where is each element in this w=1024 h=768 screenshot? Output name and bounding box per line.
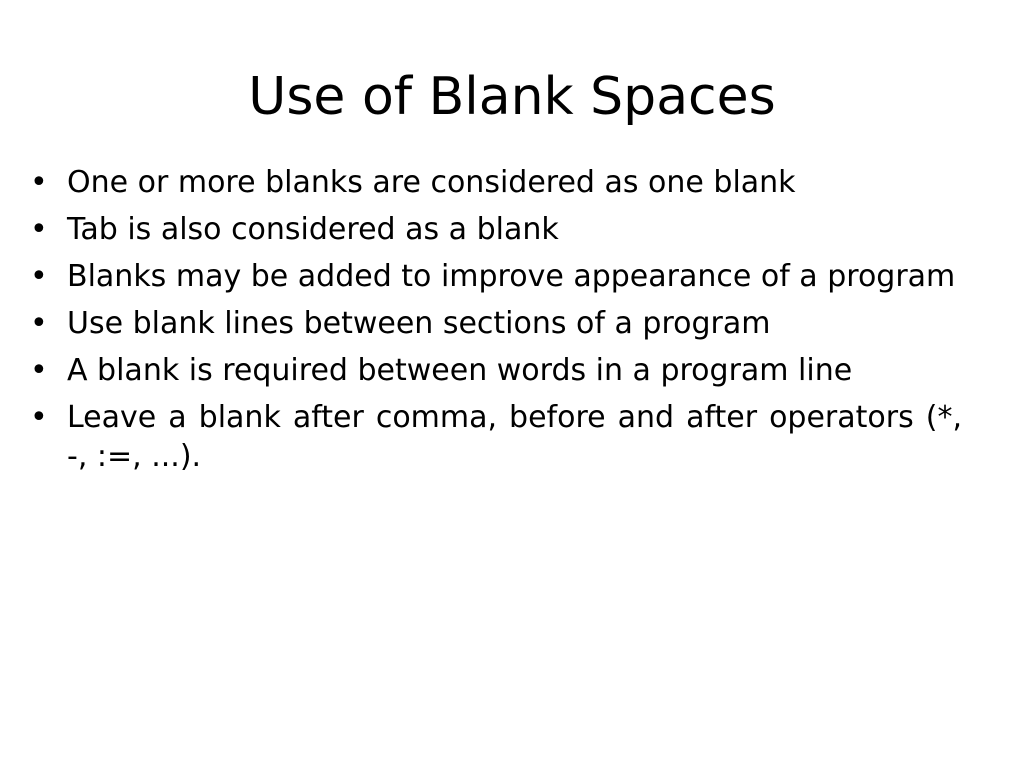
bullet-item — [30, 351, 962, 390]
bullet-text: Use blank lines between sections of a program — [67, 306, 771, 341]
bullet-icon: • — [30, 259, 48, 294]
bullet-item — [30, 257, 962, 296]
bullet-item — [30, 398, 962, 476]
bullet-icon: • — [30, 353, 48, 388]
bullet-item — [30, 304, 962, 343]
slide-title: Use of Blank Spaces — [248, 67, 776, 127]
bullet-icon: • — [30, 212, 48, 247]
bullet-item — [30, 210, 962, 249]
bullet-list — [30, 163, 962, 484]
bullet-icon: • — [30, 400, 48, 435]
bullet-text: One or more blanks are considered as one blank — [67, 165, 796, 200]
bullet-icon: • — [30, 165, 48, 200]
bullet-text: Tab is also considered as a blank — [67, 212, 559, 247]
bullet-item — [30, 163, 962, 202]
bullet-text: Leave a blank after comma, before and after operators (*, -, :=, ...). — [67, 400, 962, 474]
bullet-text: Blanks may be added to improve appearance of a program — [67, 259, 956, 294]
bullet-icon: • — [30, 306, 48, 341]
bullet-text: A blank is required between words in a program line — [67, 353, 853, 388]
